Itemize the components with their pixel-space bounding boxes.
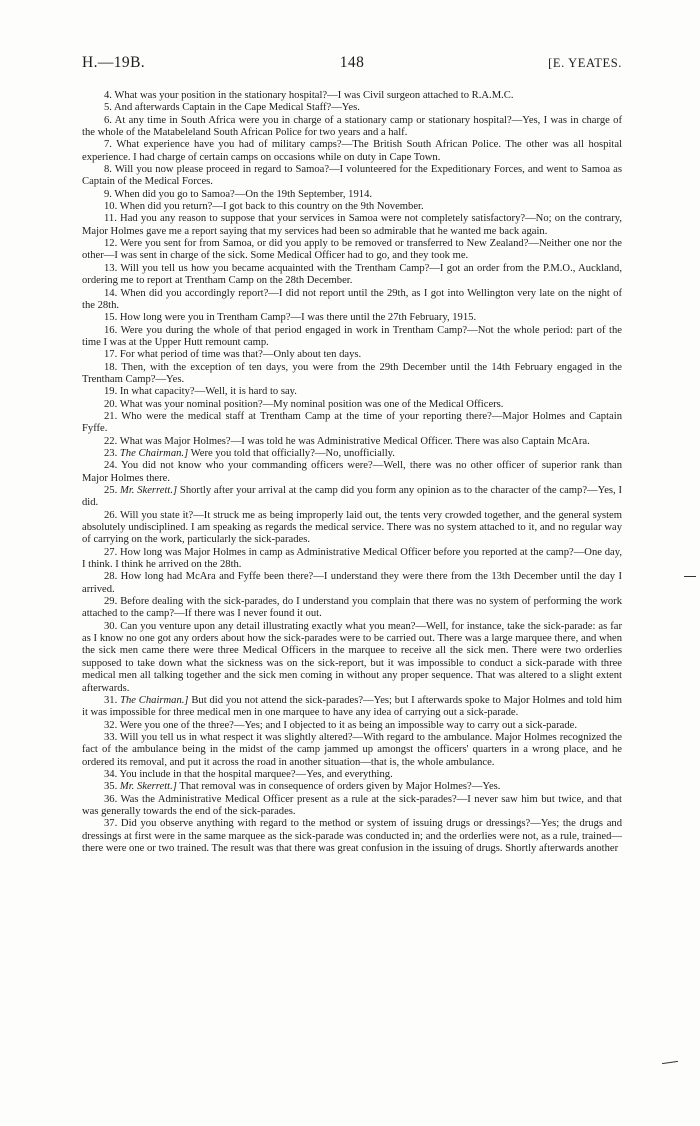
paragraph-text: Shortly after your arrival at the camp did you form any opinion as to the character of the camp?—Yes, I did. bbox=[82, 485, 622, 509]
testimony-paragraph bbox=[82, 720, 622, 732]
testimony-paragraph bbox=[82, 189, 622, 201]
testimony-paragraph bbox=[82, 436, 622, 448]
testimony-paragraph bbox=[82, 732, 622, 769]
paragraph-text: 16. Were you during the whole of that period engaged in work in Trentham Camp?—Not the whole period: part of the time I was at the Upper Hutt remount camp. bbox=[82, 324, 622, 348]
paragraph-text: 5. And afterwards Captain in the Cape Medical Staff?—Yes. bbox=[104, 102, 360, 114]
testimony-paragraph bbox=[82, 411, 622, 436]
paragraph-text: That removal was in consequence of orders given by Major Holmes?—Yes. bbox=[176, 781, 501, 793]
testimony-paragraph bbox=[82, 386, 622, 398]
testimony-paragraph bbox=[82, 485, 622, 510]
question-number: 25. bbox=[104, 485, 118, 496]
paragraph-text: 4. What was your position in the stationary hospital?—I was Civil surgeon attached to R.A.M.C. bbox=[104, 90, 514, 101]
testimony-paragraph bbox=[82, 448, 622, 460]
testimony-paragraph bbox=[82, 794, 622, 819]
paragraph-text: But did you not attend the sick-parades?—Yes; but I afterwards spoke to Major Holmes and told him it was impossible for three medical men in one marquee to have any idea of carrying out a sick-parade. bbox=[82, 694, 622, 719]
margin-mark-2 bbox=[662, 1061, 678, 1064]
speaker-label: The Chairman.] bbox=[120, 694, 189, 706]
paragraph-text: 14. When did you accordingly report?—I did not report until the 29th, as I got into Wellington very late on the night of the 28th. bbox=[82, 287, 622, 311]
paragraph-text: 8. Will you now please proceed in regard to Samoa?—I volunteered for the Expeditionary Forces, and went to Samoa as Captain of the Medical Forces. bbox=[82, 164, 622, 188]
paragraph-text: 17. For what period of time was that?—Only about ten days. bbox=[104, 349, 362, 361]
testimony-paragraph bbox=[82, 362, 622, 387]
testimony-paragraph bbox=[82, 596, 622, 621]
testimony-paragraph bbox=[82, 460, 622, 485]
paragraph-text: 27. How long was Major Holmes in camp as Administrative Medical Officer before you reported at the camp?—One day, I think. I think he arrived on the 28th. bbox=[82, 546, 622, 571]
testimony-paragraph bbox=[82, 621, 622, 695]
page-header bbox=[82, 54, 622, 76]
testimony-paragraph bbox=[82, 102, 622, 114]
speaker-label: Mr. Skerrett.] bbox=[120, 485, 178, 496]
paragraph-text: 37. Did you observe anything with regard to the method or system of issuing drugs or dressings?—Yes; the drugs and dressings at first were in the same marquee as the sick-parade was conducted in; and the orderlies were not, as a rule, trained—there were one or two trained. The result was that there was great confusion in the issuing of drugs. Shortly afterwards another bbox=[82, 818, 622, 854]
paragraph-text: 26. Will you state it?—It struck me as being improperly laid out, the tents very crowded together, and the general system absolutely undisciplined. I am speaking as regards the medical service. There was no system attached to it, and no regular way of carrying on the work, particularly the sick-parades. bbox=[82, 509, 622, 546]
paragraph-text: 13. Will you tell us how you became acquainted with the Trentham Camp?—I got an order from the P.M.O., Auckland, ordering me to report at Trentham Camp on the 28th December. bbox=[82, 262, 622, 287]
paragraph-text: 12. Were you sent for from Samoa, or did you apply to be removed or transferred to New Zealand?—Neither one nor the other—I was sent in charge of the sick. Some Medical Officer had to go, and they took me. bbox=[82, 238, 622, 262]
testimony-paragraph bbox=[82, 547, 622, 572]
testimony-paragraph bbox=[82, 781, 622, 793]
paragraph-text: 32. Were you one of the three?—Yes; and I objected to it as being an impossible way to carry out a sick-parade. bbox=[104, 719, 577, 731]
testimony-paragraph bbox=[82, 769, 622, 781]
testimony-paragraph bbox=[82, 263, 622, 288]
testimony-paragraph bbox=[82, 115, 622, 140]
paragraph-text: 24. You did not know who your commanding officers were?—Well, there was no other officer of superior rank than Major Holmes there. bbox=[82, 460, 622, 484]
testimony-paragraph bbox=[82, 164, 622, 189]
paragraph-text: 30. Can you venture upon any detail illustrating exactly what you mean?—Well, for instance, take the sick-parade: as far as I know no one got any orders about how the sick-parades were to be carried out. There was a large marquee there, and when the sick men came there were three Medical Officers in the marquee to receive all the sick men. There were two orderlies supposed to take down what the sickness was on the sick-report, but it was impossible to conduct a sick-parade with three medical men all talking together and the sick men coming in without any proper sequence. That was altered to a slight extent afterwards. bbox=[82, 620, 622, 694]
paragraph-text: Were you told that officially?—No, unofficially. bbox=[188, 447, 395, 459]
margin-mark-1 bbox=[684, 576, 696, 577]
paragraph-text: 11. Had you any reason to suppose that your services in Samoa were not completely satisfactory?—No; on the contrary, Major Holmes gave me a report saying that my services had been so admirable that he wanted me back again. bbox=[82, 213, 622, 237]
paragraph-text: 10. When did you return?—I got back to this country on the 9th November. bbox=[104, 201, 424, 213]
speaker-label: The Chairman.] bbox=[119, 447, 189, 459]
paragraph-text: 15. How long were you in Trentham Camp?—I was there until the 27th February, 1915. bbox=[104, 312, 477, 324]
testimony-paragraph bbox=[82, 90, 622, 102]
question-number: 23. bbox=[104, 447, 118, 459]
page-number: 148 bbox=[339, 54, 365, 71]
question-number: 31. bbox=[104, 694, 118, 706]
paragraph-text: 19. In what capacity?—Well, it is hard to say. bbox=[104, 386, 297, 398]
paragraph-text: 9. When did you go to Samoa?—On the 19th September, 1914. bbox=[104, 188, 373, 200]
testimony-paragraph bbox=[82, 325, 622, 350]
paragraph-text: 33. Will you tell us in what respect it was slightly altered?—With regard to the ambulance. Major Holmes recognized the fact of the ambulance being in the midst of the camp jammed up amongst the officers' quarters in a wrong place, and he ordered its removal, and put it across the road in another situation—that is, the whole ambulance. bbox=[82, 731, 622, 768]
testimony-paragraph bbox=[82, 139, 622, 164]
paragraph-text: 29. Before dealing with the sick-parades, do I understand you complain that there was no system of performing the work attached to the camp?—If there was I never found it out. bbox=[82, 596, 622, 620]
paragraph-text: 7. What experience have you had of military camps?—The British South African Police. The other was all hospital experience. I had charge of certain camps on occasions while on duty in Cape Town. bbox=[82, 139, 622, 163]
testimony-paragraph bbox=[82, 288, 622, 313]
testimony-paragraph bbox=[82, 510, 622, 547]
paragraph-text: 22. What was Major Holmes?—I was told he was Administrative Medical Officer. There was also Captain McAra. bbox=[104, 435, 590, 447]
testimony-paragraph bbox=[82, 349, 622, 361]
testimony-paragraph bbox=[82, 818, 622, 855]
paragraph-text: 20. What was your nominal position?—My nominal position was one of the Medical Officers. bbox=[104, 398, 504, 410]
testimony-paragraph bbox=[82, 213, 622, 238]
paragraph-text: 36. Was the Administrative Medical Officer present as a rule at the sick-parades?—I never saw him but twice, and that was generally towards the end of the sick-parades. bbox=[82, 793, 622, 817]
testimony-paragraph bbox=[82, 238, 622, 263]
testimony-paragraph bbox=[82, 201, 622, 213]
header-reference: H.—19B. bbox=[82, 54, 146, 71]
testimony-paragraph bbox=[82, 571, 622, 596]
testimony-paragraph bbox=[82, 312, 622, 324]
header-witness: [E. YEATES. bbox=[548, 56, 622, 70]
paragraph-text: 21. Who were the medical staff at Trentham Camp at the time of your reporting there?—Major Holmes and Captain Fyffe. bbox=[82, 410, 622, 435]
paragraph-text: 18. Then, with the exception of ten days, you were from the 29th December until the 14th February engaged in the Trentham Camp?—Yes. bbox=[82, 361, 622, 385]
paragraph-text: 34. You include in that the hospital marquee?—Yes, and everything. bbox=[104, 768, 393, 780]
testimony-body bbox=[82, 90, 622, 855]
testimony-paragraph bbox=[82, 399, 622, 411]
testimony-paragraph bbox=[82, 695, 622, 720]
question-number: 35. bbox=[104, 781, 118, 793]
paragraph-text: 28. How long had McAra and Fyffe been there?—I understand they were there from the 13th December until the day I arrived. bbox=[82, 571, 622, 595]
speaker-label: Mr. Skerrett.] bbox=[119, 781, 177, 793]
paragraph-text: 6. At any time in South Africa were you in charge of a stationary camp or stationary hospital?—Yes, I was in charge of the whole of the Matabeleland South African Police for two years and a half. bbox=[82, 114, 622, 139]
